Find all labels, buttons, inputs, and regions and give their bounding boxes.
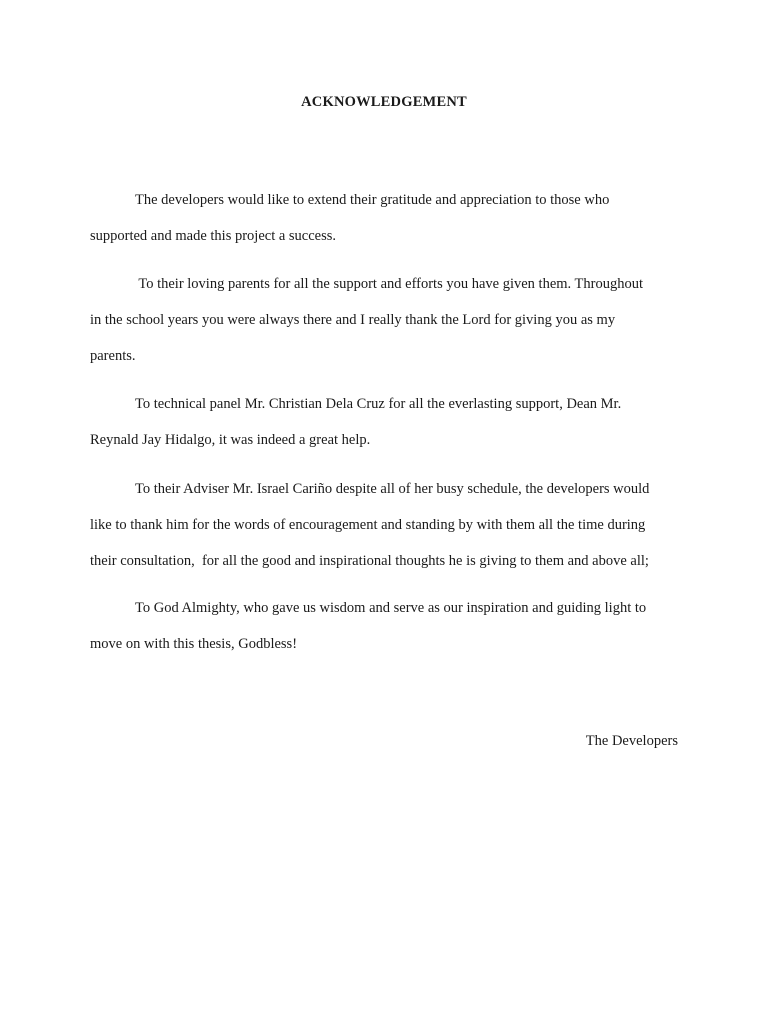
paragraph-line: The developers would like to extend their gratitude and appreciation to those who xyxy=(135,192,610,208)
paragraph-parents xyxy=(90,266,680,374)
paragraph-gratitude xyxy=(90,182,680,254)
paragraph-line: To God Almighty, who gave us wisdom and serve as our inspiration and guiding light to xyxy=(135,600,647,616)
paragraph-adviser xyxy=(90,471,680,579)
paragraph-line: move on with this thesis, Godbless! xyxy=(90,636,298,652)
paragraph-line: in the school years you were always there and I really thank the Lord for giving you as my xyxy=(90,312,616,328)
paragraph-line: To their loving parents for all the support and efforts you have given them. Throughout xyxy=(135,276,643,292)
paragraph-line: parents. xyxy=(90,348,136,364)
paragraph-line: supported and made this project a success. xyxy=(90,228,337,244)
paragraph-line: To technical panel Mr. Christian Dela Cruz for all the everlasting support, Dean Mr. xyxy=(135,396,622,412)
paragraph-line: To their Adviser Mr. Israel Cariño despite all of her busy schedule, the developers would xyxy=(135,481,650,497)
paragraph-line: their consultation, for all the good and inspirational thoughts he is giving to them and above all; xyxy=(90,553,649,569)
signature: The Developers xyxy=(585,733,678,749)
paragraph-line: Reynald Jay Hidalgo, it was indeed a great help. xyxy=(90,432,371,448)
paragraph-god-almighty xyxy=(90,590,680,662)
paragraph-line: like to thank him for the words of encouragement and standing by with them all the time during xyxy=(90,517,646,533)
document-title: ACKNOWLEDGEMENT xyxy=(301,94,467,110)
paragraph-technical-panel xyxy=(90,386,680,458)
